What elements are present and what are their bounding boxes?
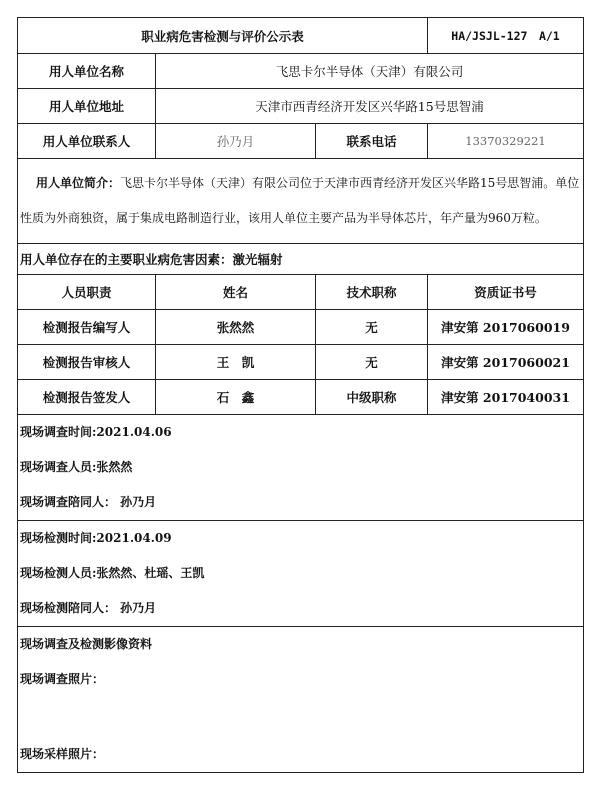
employer-address-value: 天津市西青经济开发区兴华路15号思智浦	[156, 89, 584, 124]
staff-header-title: 技术职称	[316, 275, 428, 310]
employer-contact-value: 孙乃月	[156, 124, 316, 159]
staff-name: 王 凯	[156, 345, 316, 380]
staff-title: 无	[316, 345, 428, 380]
detection-block-row	[18, 521, 584, 627]
survey-block	[18, 415, 584, 521]
employer-name-label: 用人单位名称	[18, 54, 156, 89]
hazard-row	[18, 244, 584, 275]
staff-header-row	[18, 275, 584, 310]
survey-photos-label: 现场调查照片：	[20, 672, 105, 686]
intro-label: 用人单位简介：	[36, 176, 121, 190]
title-row	[18, 18, 584, 54]
employer-address-label: 用人单位地址	[18, 89, 156, 124]
survey-time: 现场调查时间:2021.04.06	[20, 425, 172, 439]
staff-role: 检测报告审核人	[18, 345, 156, 380]
media-title: 现场调查及检测影像资料	[20, 637, 153, 651]
staff-name: 石 鑫	[156, 380, 316, 415]
staff-name: 张然然	[156, 310, 316, 345]
detection-time: 现场检测时间:2021.04.09	[20, 531, 172, 545]
sampling-photos-label: 现场采样照片：	[20, 747, 105, 761]
survey-people: 现场调查人员:张然然	[20, 460, 133, 474]
form-code: HA/JSJL-127 A/1	[428, 18, 584, 54]
detection-block	[18, 521, 584, 627]
disclosure-form	[17, 17, 583, 773]
employer-contact-row	[18, 124, 584, 159]
employer-phone-value: 13370329221	[428, 124, 584, 159]
hazard-factors: 用人单位存在的主要职业病危害因素：激光辐射	[18, 244, 584, 275]
survey-companion: 现场调查陪同人： 孙乃月	[20, 495, 157, 509]
employer-name-value: 飞思卡尔半导体（天津）有限公司	[156, 54, 584, 89]
staff-header-cert: 资质证书号	[428, 275, 584, 310]
intro-row	[18, 159, 584, 244]
form-table	[17, 17, 584, 773]
staff-role: 检测报告签发人	[18, 380, 156, 415]
staff-row	[18, 380, 584, 415]
employer-address-row	[18, 89, 584, 124]
staff-title: 无	[316, 310, 428, 345]
survey-block-row	[18, 415, 584, 521]
staff-title: 中级职称	[316, 380, 428, 415]
detection-companion: 现场检测陪同人： 孙乃月	[20, 601, 157, 615]
media-block	[18, 627, 584, 773]
media-block-row	[18, 627, 584, 773]
staff-row	[18, 310, 584, 345]
employer-phone-label: 联系电话	[316, 124, 428, 159]
staff-row	[18, 345, 584, 380]
form-title: 职业病危害检测与评价公示表	[18, 18, 428, 54]
employer-name-row	[18, 54, 584, 89]
staff-cert: 津安第 2017040031	[428, 380, 584, 415]
survey-photos-area	[18, 697, 583, 737]
staff-cert: 津安第 2017060021	[428, 345, 584, 380]
staff-role: 检测报告编写人	[18, 310, 156, 345]
staff-header-name: 姓名	[156, 275, 316, 310]
staff-cert: 津安第 2017060019	[428, 310, 584, 345]
employer-contact-label: 用人单位联系人	[18, 124, 156, 159]
employer-intro	[18, 159, 584, 244]
intro-text: 飞思卡尔半导体（天津）有限公司位于天津市西青经济开发区兴华路15号思智浦。单位性质为外商独资，属于集成电路制造行业，该用人单位主要产品为半导体芯片，年产量为960万粒。	[20, 176, 580, 225]
staff-header-role: 人员职责	[18, 275, 156, 310]
detection-people: 现场检测人员:张然然、杜瑶、王凯	[20, 566, 205, 580]
